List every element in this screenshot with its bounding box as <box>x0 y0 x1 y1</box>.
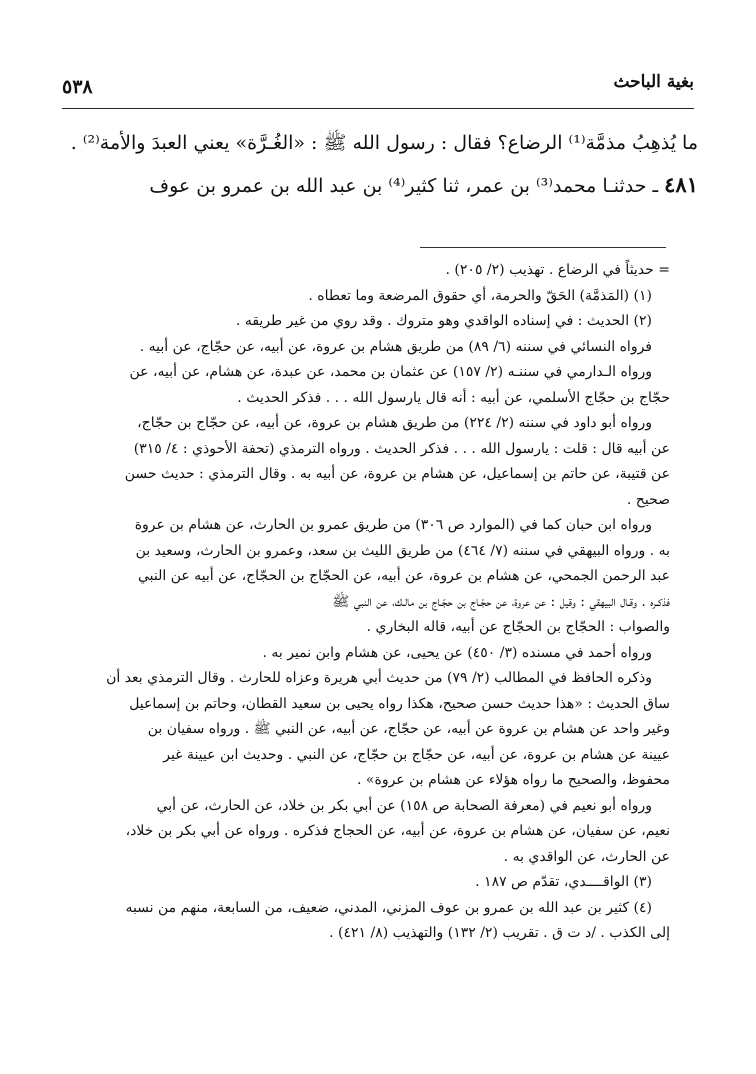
footnote-line: عن أبيه قال : قلت : يارسول الله . . . فذكر الحديث . ورواه الترمذي (تحفة الأحوذي : ٤/ ٣١٥) <box>133 440 670 457</box>
main-text-line: ما يُذهِبُ مذمَّة⁽¹⁾ الرضاع؟ فقال : رسول الله ﷺ : «الغُـرَّة» يعني العبدَ والأمة⁽²⁾ . <box>70 132 698 154</box>
hadith-number: ٤٨١ <box>664 172 698 197</box>
footnote-line: عبد الرحمن الجمحي، عن هشام بن عروة، عن أبيه، عن الحجّاج بن الحجّاج، عن أبيه عن النبي <box>138 568 670 584</box>
footnote-line: (٤) كثير بن عبد الله بن عمرو بن عوف المزني، المدني، ضعيف، من السابعة، منهم من نسبه <box>125 899 652 916</box>
footnotes <box>86 258 670 947</box>
footnote-line: عن الحارث، عن الواقدي به . <box>503 848 670 865</box>
footnote-line: (٣) الواقــــدي، تقدّم ص ١٨٧ . <box>475 874 652 890</box>
running-title: بغية الباحث <box>613 72 694 92</box>
footnote-line: ورواه ابن حبان كما في (الموارد ص ٣٠٦) من طريق عمرو بن الحارث، عن هشام بن عروة <box>134 517 652 533</box>
footnote-line: ورواه الـدارمي في سننـه (٢/ ١٥٧) عن عثمان بن محمد، عن عبدة، عن هشام، عن أبيه، عن <box>129 364 652 380</box>
footnote-line: وغير واحد عن هشام بن عروة عن أبيه، عن حجّاج، عن أبيه، عن النبي ﷺ . ورواه سفيان بن <box>147 721 670 737</box>
footnote-line: فرواه النسائي في سننه (٦/ ٨٩) من طريق هشام بن عروة، عن أبيه، عن حجّاج، عن أبيه . <box>139 338 652 355</box>
header-rule <box>62 108 694 109</box>
hadith-text: ـ حدثنـا محمد⁽³⁾ بن عمر، ثنا كثير⁽⁴⁾ بن عبد الله بن عمرو بن عوف <box>149 175 659 197</box>
footnote-line: عيينة عن هشام بن عروة، عن أبيه، عن حجّاج بن حجّاج، عن النبي . وحديث ابن عيينة غير <box>163 746 670 763</box>
footnote-line: حجّاج بن حجّاج الأسلمي، عن أبيه : أنه قال يارسول الله . . . فذكر الحديث . <box>237 389 670 406</box>
footnote-line: صحيح . <box>626 491 670 508</box>
footnote-line: نعيم، عن سفيان، عن هشام بن عروة، عن أبيه، عن الحجاج فذكره . ورواه عن أبي بكر بن خلاد، <box>125 823 670 839</box>
page-header <box>62 72 694 104</box>
footnote-line: عن قتيبة، عن حاتم بن إسماعيل، عن هشام بن عروة، عن أبيه به . وقال الترمذي : حديث حسن <box>124 466 670 482</box>
page-number: ٥٣٨ <box>62 76 93 98</box>
footnote-line: ورواه أحمد في مسنده (٣/ ٤٥٠) عن يحيى، عن هشام وابن نمير به . <box>262 644 652 661</box>
footnote-line: والصواب : الحجّاج بن الحجّاج عن أبيه، قاله البخاري . <box>366 619 670 635</box>
footnote-line: (٢) الحديث : في إسناده الواقدي وهو متروك . وقد روي من غير طريقه . <box>235 313 652 329</box>
footnote-line: (١) (المَذمَّة) الحَقّ والحرمة، أي حقوق المرضعة وما تعطاه . <box>308 287 652 304</box>
footnote-separator <box>420 247 666 248</box>
footnote-line: = حديثاً في الرضاع . تهذيب (٢/ ٢٠٥) . <box>445 262 670 278</box>
footnote-line: ساق الحديث : «هذا حديث حسن صحيح، هكذا رواه يحيى بن سعيد القطان، وحاتم بن إسماعيل <box>129 695 670 712</box>
hadith-line <box>58 164 698 207</box>
footnote-line: به . ورواه البيهقي في سننه (٧/ ٤٦٤) من طريق الليث بن سعد، وعمرو بن الحارث، وسعيد بن <box>135 542 670 559</box>
footnote-line: محفوظ، والصحيح ما رواه هؤلاء عن هشام بن عروة» . <box>357 772 670 788</box>
footnote-line: فذكـره . وقـال البيهقي : وقيل : عن عروة، عن حجّـاج بن حجّـاج بن مالـك، عن النبي ﷺ <box>332 593 670 610</box>
footnote-line: وذكره الحافظ في المطالب (٢/ ٧٩) من حديث أبي هريرة وعزاه للحارث . وقال الترمذي بعد أن <box>106 670 652 686</box>
footnote-line: ورواه أبو نعيم في (معرفة الصحابة ص ١٥٨) عن أبي بكر بن خلاد، عن الحارث، عن أبي <box>156 797 652 814</box>
footnote-line: إلى الكذب . /د ت ق . تقريب (٢/ ١٣٢) والتهذيب (٨/ ٤٢١) . <box>329 925 670 941</box>
footnote-line: ورواه أبو داود في سننه (٢/ ٢٢٤) من طريق هشام بن عروة، عن أبيه، عن حجّاج بن حجّاج، <box>137 415 652 431</box>
main-text <box>58 122 698 207</box>
